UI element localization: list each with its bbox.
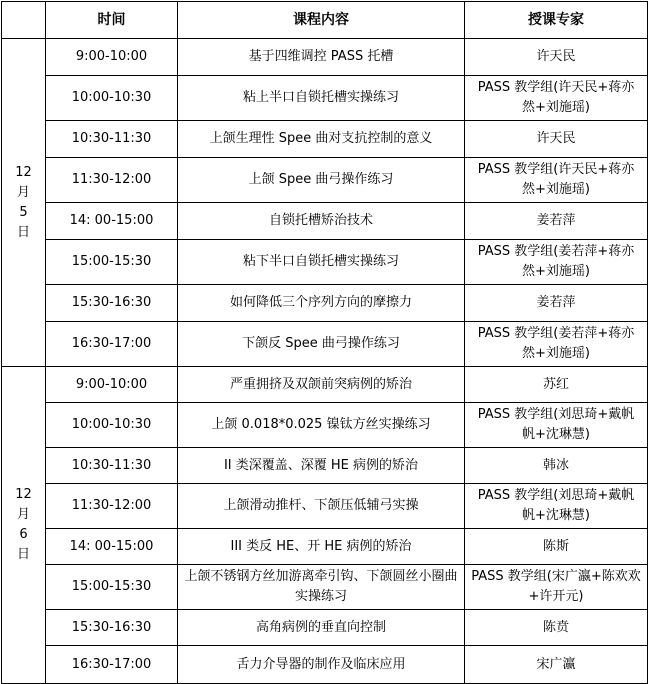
- expert-line: 许天民: [536, 131, 576, 146]
- time-cell: 15:30-16:30: [46, 285, 178, 322]
- content-cell: 基于四维调控 PASS 托槽: [178, 39, 465, 76]
- expert-cell: [465, 240, 648, 285]
- schedule-table: [1, 1, 648, 684]
- content-cell: 粘上半口自锁托槽实操练习: [178, 76, 465, 121]
- expert-line: 然+刘施瑶): [522, 100, 590, 115]
- expert-line: 陈斯: [542, 538, 569, 554]
- time-cell: 9:00-10:00: [46, 39, 178, 76]
- header-content: 课程内容: [178, 2, 465, 39]
- date-part: 日: [16, 547, 30, 562]
- date-part: 6: [19, 527, 28, 542]
- content-cell: 下颌反 Spee 曲弓操作练习: [178, 322, 465, 367]
- time-cell: 14: 00-15:00: [46, 529, 178, 565]
- expert-line: 帆+沈琳慧): [522, 427, 590, 442]
- expert-cell: [465, 565, 648, 610]
- content-cell: 粘下半口自锁托槽实操练习: [178, 240, 465, 285]
- expert-line: 许天民: [536, 49, 576, 64]
- content-cell: II 类深覆盖、深覆 HE 病例的矫治: [178, 448, 465, 484]
- expert-cell: [465, 285, 648, 322]
- time-cell: 10:00-10:30: [46, 403, 178, 448]
- expert-line: PASS 教学组(许天民+蒋亦: [477, 80, 635, 95]
- content-cell: 严重拥挤及双颌前突病例的矫治: [178, 367, 465, 403]
- schedule-row: [2, 39, 648, 76]
- date-part: 5: [19, 204, 28, 220]
- header-row: [2, 2, 648, 39]
- time-cell: 11:30-12:00: [46, 484, 178, 529]
- schedule-row: [2, 203, 648, 240]
- expert-line: 然+刘施瑶): [522, 264, 590, 279]
- expert-cell: [465, 484, 648, 529]
- expert-line: PASS 教学组(姜若萍+蒋亦: [477, 244, 635, 259]
- schedule-row: [2, 484, 648, 529]
- expert-line: 帆+沈琳慧): [522, 508, 590, 523]
- expert-cell: [465, 322, 648, 367]
- schedule-row: [2, 76, 648, 121]
- schedule-row: [2, 158, 648, 203]
- time-cell: 10:00-10:30: [46, 76, 178, 121]
- schedule-row: [2, 448, 648, 484]
- expert-line: 然+刘施瑶): [522, 182, 590, 197]
- content-cell: 高角病例的垂直向控制: [178, 610, 465, 646]
- schedule-row: [2, 610, 648, 646]
- expert-line: 苏红: [542, 376, 569, 392]
- expert-line: 姜若萍: [536, 295, 576, 310]
- header-date: [2, 2, 46, 39]
- date-cell: [2, 39, 46, 367]
- content-cell: 上颌 0.018*0.025 镍钛方丝实操练习: [178, 403, 465, 448]
- expert-cell: [465, 403, 648, 448]
- schedule-row: [2, 565, 648, 610]
- date-part: 12: [15, 487, 32, 502]
- expert-line: 然+刘施瑶): [522, 346, 590, 361]
- content-cell: 如何降低三个序列方向的摩擦力: [178, 285, 465, 322]
- expert-line: PASS 教学组(许天民+蒋亦: [477, 162, 635, 177]
- schedule-row: [2, 240, 648, 285]
- time-cell: 15:00-15:30: [46, 240, 178, 285]
- time-cell: 16:30-17:00: [46, 322, 178, 367]
- schedule-row: [2, 285, 648, 322]
- expert-line: 姜若萍: [536, 213, 576, 228]
- content-cell: 上颌不锈钢方丝加游离牵引钩、下颌圆丝小圈曲实操练习: [178, 565, 465, 610]
- schedule-row: [2, 322, 648, 367]
- expert-cell: [465, 646, 648, 684]
- content-cell: 舌力介导器的制作及临床应用: [178, 646, 465, 684]
- expert-cell: [465, 448, 648, 484]
- expert-line: PASS 教学组(刘思琦+戴帆: [477, 407, 635, 422]
- date-cell: [2, 367, 46, 684]
- content-cell: III 类反 HE、开 HE 病例的矫治: [178, 529, 465, 565]
- content-cell: 上颌生理性 Spee 曲对支抗控制的意义: [178, 121, 465, 158]
- time-cell: 16:30-17:00: [46, 646, 178, 684]
- expert-cell: [465, 76, 648, 121]
- expert-cell: [465, 203, 648, 240]
- expert-line: PASS 教学组(姜若萍+蒋亦: [477, 326, 635, 341]
- header-expert: 授课专家: [465, 2, 648, 39]
- schedule-row: [2, 529, 648, 565]
- expert-line: PASS 教学组(刘思琦+戴帆: [477, 488, 635, 503]
- expert-line: 陈贲: [542, 619, 569, 635]
- expert-line: PASS 教学组(宋广瀛+陈欢欢: [471, 569, 641, 584]
- schedule-row: [2, 121, 648, 158]
- expert-cell: [465, 121, 648, 158]
- time-cell: 10:30-11:30: [46, 121, 178, 158]
- expert-cell: [465, 158, 648, 203]
- content-cell: 上颌滑动推杆、下颌压低辅弓实操: [178, 484, 465, 529]
- time-cell: 10:30-11:30: [46, 448, 178, 484]
- time-cell: 15:00-15:30: [46, 565, 178, 610]
- content-cell: 上颌 Spee 曲弓操作练习: [178, 158, 465, 203]
- time-cell: 15:30-16:30: [46, 610, 178, 646]
- expert-cell: [465, 367, 648, 403]
- expert-cell: [465, 610, 648, 646]
- expert-cell: [465, 529, 648, 565]
- time-cell: 9:00-10:00: [46, 367, 178, 403]
- date-part: 月: [16, 184, 30, 200]
- time-cell: 11:30-12:00: [46, 158, 178, 203]
- schedule-row: [2, 367, 648, 403]
- schedule-row: [2, 646, 648, 684]
- content-cell: 自锁托槽矫治技术: [178, 203, 465, 240]
- expert-line: +许开元): [528, 589, 584, 604]
- expert-cell: [465, 39, 648, 76]
- date-part: 月: [16, 507, 30, 522]
- time-cell: 14: 00-15:00: [46, 203, 178, 240]
- schedule-row: [2, 403, 648, 448]
- date-part: 12: [15, 164, 32, 180]
- expert-line: 韩冰: [542, 457, 569, 473]
- header-time: 时间: [46, 2, 178, 39]
- date-part: 日: [16, 224, 30, 240]
- expert-line: 宋广瀛: [536, 656, 576, 672]
